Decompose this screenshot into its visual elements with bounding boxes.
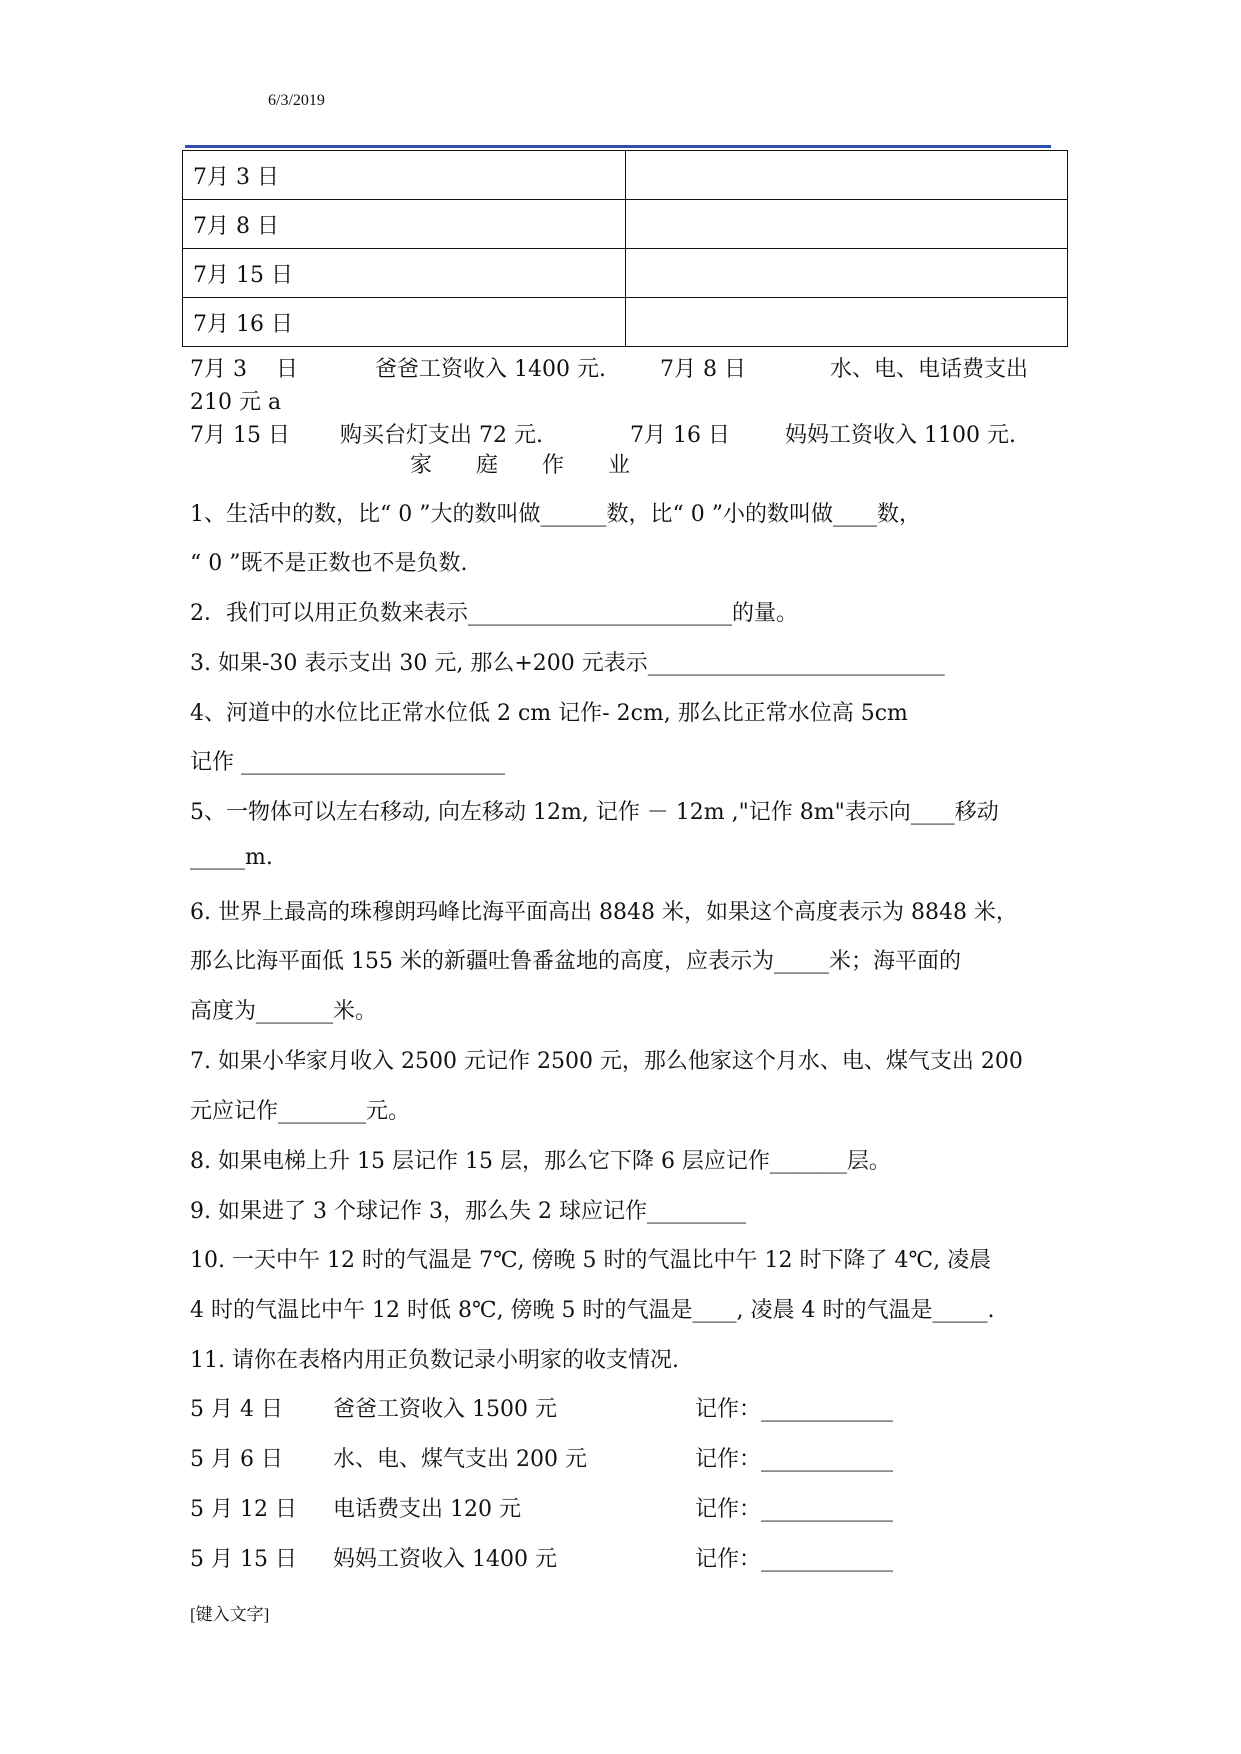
table-cell-date: 7月 15 日 [183, 249, 626, 298]
question-line: 4、河道中的水位比正常水位低 2 cm 记作- 2cm, 那么比正常水位高 5cm [190, 701, 908, 726]
note-date: 7月 3 日 [190, 357, 298, 382]
ledger-date: 5 月 4 日 [190, 1397, 283, 1422]
table-row [183, 151, 1068, 200]
table-row [183, 298, 1068, 347]
table-cell-date: 7月 8 日 [183, 200, 626, 249]
question-line: 10. 一天中午 12 时的气温是 7℃, 傍晚 5 时的气温比中午 12 时下降了 4℃, 凌晨 [190, 1248, 992, 1273]
ledger-record[interactable]: 记作：____________ [695, 1497, 894, 1522]
ledger-date: 5 月 6 日 [190, 1447, 283, 1472]
table-cell-date: 7月 3 日 [183, 151, 626, 200]
note-date: 7月 15 日 [190, 423, 290, 448]
note-text: 爸爸工资收入 1400 元. [375, 357, 606, 382]
ledger-date: 5 月 15 日 [190, 1547, 297, 1572]
table-cell-value[interactable] [625, 200, 1068, 249]
question-line: 7. 如果小华家月收入 2500 元记作 2500 元，那么他家这个月水、电、煤气支出 200 [190, 1049, 1023, 1074]
ledger-record[interactable]: 记作：____________ [695, 1397, 894, 1422]
table-row [183, 200, 1068, 249]
note-text: 妈妈工资收入 1100 元. [785, 423, 1016, 448]
question-line: 3. 如果-30 表示支出 30 元, 那么+200 元表示___________________________ [190, 651, 945, 676]
question-line: 5、一物体可以左右移动, 向左移动 12m, 记作 － 12m ,"记作 8m"表示向____移动 [190, 800, 999, 825]
header-date: 6/3/2019 [268, 92, 325, 109]
note-date: 7月 8 日 [660, 357, 746, 382]
section-title: 家 庭 作 业 [410, 453, 631, 478]
header-rule [185, 145, 1051, 148]
ledger-desc: 水、电、煤气支出 200 元 [333, 1447, 587, 1472]
question-line: 2．我们可以用正负数来表示________________________的量。 [190, 601, 798, 626]
question-line: 11. 请你在表格内用正负数记录小明家的收支情况. [190, 1348, 679, 1373]
question-line: “ 0 ”既不是正数也不是负数. [190, 551, 468, 576]
question-line: 元应记作________元。 [190, 1099, 411, 1124]
question-line: 那么比海平面低 155 米的新疆吐鲁番盆地的高度，应表示为_____米；海平面的 [190, 949, 961, 974]
question-line: 6. 世界上最高的珠穆朗玛峰比海平面高出 8848 米，如果这个高度表示为 8848 米， [190, 900, 1018, 925]
question-line: 高度为_______米。 [190, 999, 378, 1024]
note-text: 210 元 a [190, 390, 282, 415]
question-line: 8. 如果电梯上升 15 层记作 15 层，那么它下降 6 层应记作_______层。 [190, 1149, 891, 1174]
question-line: 9. 如果进了 3 个球记作 3，那么失 2 球应记作_________ [190, 1199, 746, 1224]
ledger-desc: 电话费支出 120 元 [333, 1497, 521, 1522]
table-row [183, 249, 1068, 298]
table-cell-date: 7月 16 日 [183, 298, 626, 347]
record-table [182, 150, 1068, 347]
ledger-desc: 妈妈工资收入 1400 元 [333, 1547, 557, 1572]
question-line: 4 时的气温比中午 12 时低 8℃, 傍晚 5 时的气温是____, 凌晨 4 时的气温是_____. [190, 1298, 995, 1323]
note-text: 购买台灯支出 72 元. [340, 423, 543, 448]
question-line: _____m. [190, 845, 273, 870]
ledger-record[interactable]: 记作：____________ [695, 1547, 894, 1572]
question-line: 记作 ________________________ [190, 750, 505, 775]
note-date: 7月 16 日 [630, 423, 730, 448]
question-line: 1、生活中的数，比“ 0 ”大的数叫做______数，比“ 0 ”小的数叫做____数， [190, 502, 921, 527]
table-cell-value[interactable] [625, 298, 1068, 347]
table-cell-value[interactable] [625, 249, 1068, 298]
footer-placeholder[interactable]: [键入文字] [190, 1605, 270, 1624]
ledger-date: 5 月 12 日 [190, 1497, 297, 1522]
table-cell-value[interactable] [625, 151, 1068, 200]
ledger-desc: 爸爸工资收入 1500 元 [333, 1397, 557, 1422]
note-text: 水、电、电话费支出 [830, 357, 1029, 382]
ledger-record[interactable]: 记作：____________ [695, 1447, 894, 1472]
